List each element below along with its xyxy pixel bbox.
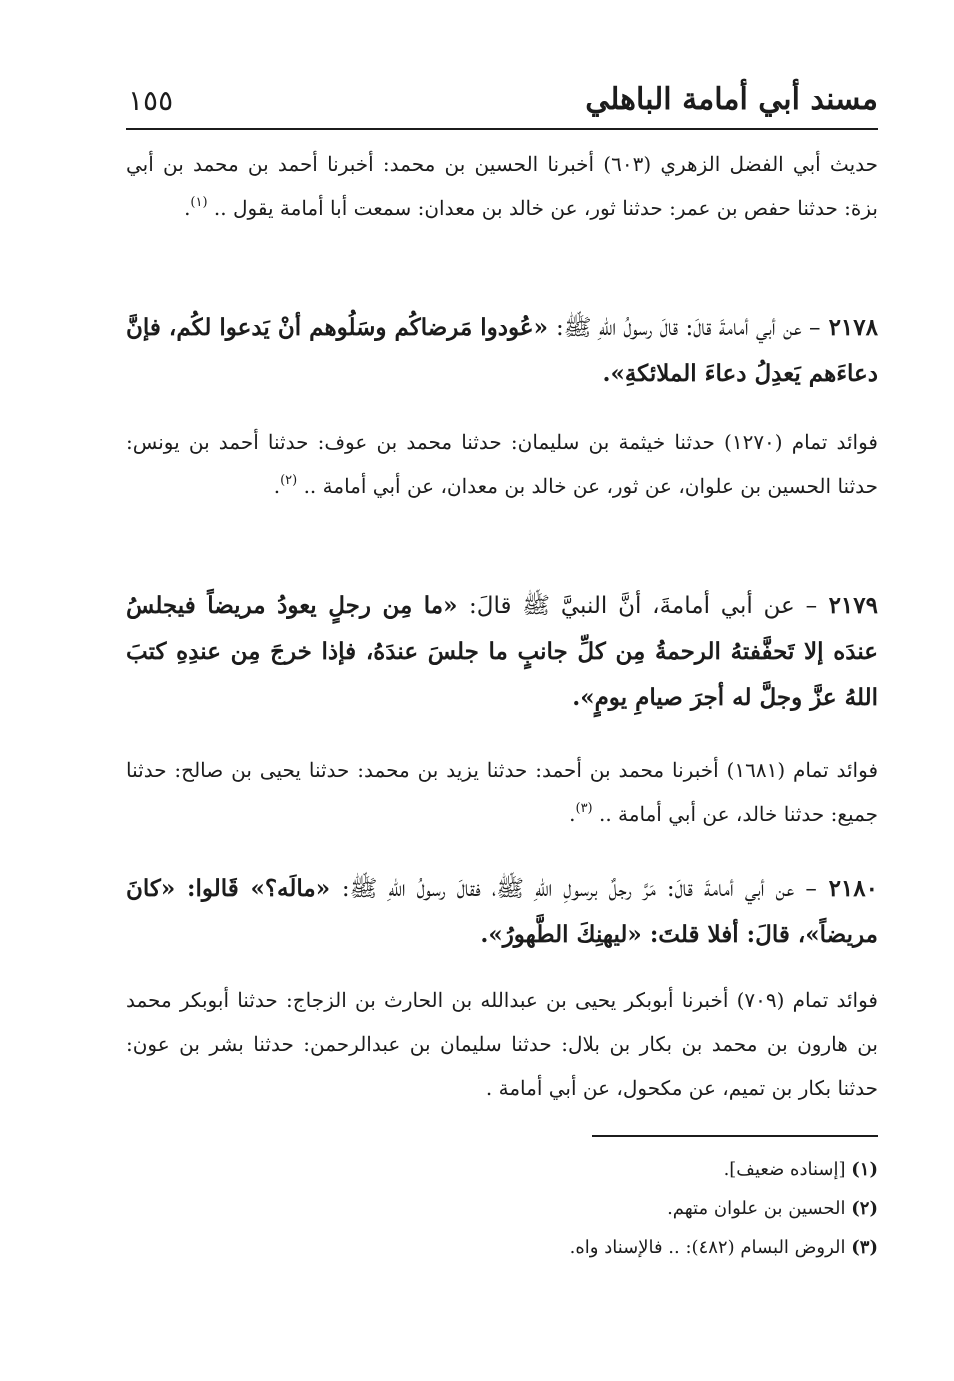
footnote-divider — [592, 1135, 878, 1137]
book-title: مسند أبي أمامة الباهلي — [585, 82, 878, 117]
footnotes — [318, 1150, 878, 1267]
footnote-item — [318, 1189, 878, 1228]
footnote-number: (١) — [851, 1159, 878, 1180]
page-number: ١٥٥ — [128, 84, 174, 117]
footnote-number: (٣) — [851, 1237, 878, 1258]
footnote-number: (٢) — [851, 1198, 878, 1219]
hadith-number: ٢١٧٨ — [828, 314, 878, 341]
page-header — [126, 82, 878, 126]
hadith-intro: – عن أبي أمامةَ قالَ: قالَ رسولُ اللهِ ﷺ: — [556, 315, 821, 341]
source-text: حديث أبي الفضل الزهري (٦٠٣) أخبرنا الحسين بن محمد: أخبرنا أحمد بن محمد بن أبي بزة: حدثنا حفص بن عمر: حدثنا ثور، عن خالد بن معدان: سمعت أبا أمامة يقول .. — [126, 152, 878, 220]
footnote-item — [318, 1150, 878, 1189]
footnote-ref[interactable]: (١) — [190, 195, 208, 210]
source-text: فوائد تمام (١٢٧٠) حدثنا خيثمة بن سليمان: حدثنا محمد بن عوف: حدثنا أحمد بن يونس: حدثنا الحسين بن علوان، عن ثور، عن خالد بن معدان، عن أبي أمامة .. — [126, 430, 878, 498]
hadith-paragraph — [126, 305, 878, 397]
hadith-text: «ما مِن رجلٍ يعودُ مريضاً فيجلسُ عندَه إلا تَحفَّفتهُ الرحمةُ مِن كلِّ جانبٍ ما جلسَ عندَهُ، فإذا خرجَ مِن عندِهِ كتبَ اللهُ عزَّ وجلَّ له أجرَ صيامِ يومٍ». — [126, 592, 878, 711]
source-text: فوائد تمام (٧٠٩) أخبرنا أبوبكر يحيى بن عبدالله بن الحارث بن الزجاج: حدثنا أبوبكر محمد بن هارون بن محمد بن بكار بن بلال: حدثنا سليمان بن عبدالرحمن: حدثنا بشر بن عون: حدثنا بكار بن تميم، عن مكحول، عن أبي أمامة . — [126, 988, 878, 1100]
footnote-text: [إسناده ضعيف]. — [723, 1159, 846, 1180]
source-text: فوائد تمام (١٦٨١) أخبرنا محمد بن أحمد: حدثنا يزيد بن محمد: حدثنا يحيى بن صالح: حدثنا جميع: حدثنا خالد، عن أبي أمامة .. — [126, 758, 878, 826]
source-paragraph — [126, 978, 878, 1110]
source-paragraph: فوائد تمام (١٢٧٠) حدثنا خيثمة بن سليمان: حدثنا محمد بن عوف: حدثنا أحمد بن يونس: حدثنا الحسين بن علوان، عن ثور، عن خالد بن معدان، عن أبي أمامة .. $^{(٢)}$. — [126, 430, 878, 498]
hadith-number: ٢١٨٠ — [828, 875, 878, 902]
hadith-intro: – عن أبي أمامةَ، أنَّ النبيَّ ﷺ قالَ: — [468, 593, 818, 619]
footnote-text: الروض البسام (٤٨٢): .. فالإسناد واه. — [569, 1237, 846, 1258]
footnote-text: الحسين بن علوان متهم. — [667, 1198, 846, 1219]
hadith-paragraph — [126, 866, 878, 958]
hadith-number: ٢١٧٩ — [828, 592, 878, 619]
footnote-ref[interactable]: (٢) — [280, 473, 298, 488]
source-paragraph: فوائد تمام (١٦٨١) أخبرنا محمد بن أحمد: حدثنا يزيد بن محمد: حدثنا يحيى بن صالح: حدثنا جميع: حدثنا خالد، عن أبي أمامة .. $^{(٣)}$. — [126, 758, 878, 826]
footnote-item — [318, 1228, 878, 1267]
hadith-text: «مالَه؟» قَالوا: «كانَ مريضاً»، قالَ: أفلا قلتَ: «ليهنِكَ الطَّهورُ». — [126, 875, 878, 948]
hadith-paragraph — [126, 583, 878, 721]
footnote-ref[interactable]: (٣) — [575, 801, 593, 816]
header-divider — [126, 128, 878, 130]
source-paragraph: حديث أبي الفضل الزهري (٦٠٣) أخبرنا الحسين بن محمد: أخبرنا أحمد بن محمد بن أبي بزة: حدثنا حفص بن عمر: حدثنا ثور، عن خالد بن معدان: سمعت أبا أمامة يقول .. $^{(١)}$. — [126, 152, 878, 220]
hadith-intro: – عن أبي أمامةَ قالَ: مَرَّ رجلٌ برسولِ اللهِ ﷺ، فقالَ رسولُ اللهِ ﷺ: — [341, 876, 817, 902]
hadith-text: «عُودوا مَرضاكُم وسَلُوهم أنْ يَدعوا لكُم، فإنَّ دعاءَهم يَعدِلُ دعاءَ الملائكةِ». — [126, 314, 878, 387]
